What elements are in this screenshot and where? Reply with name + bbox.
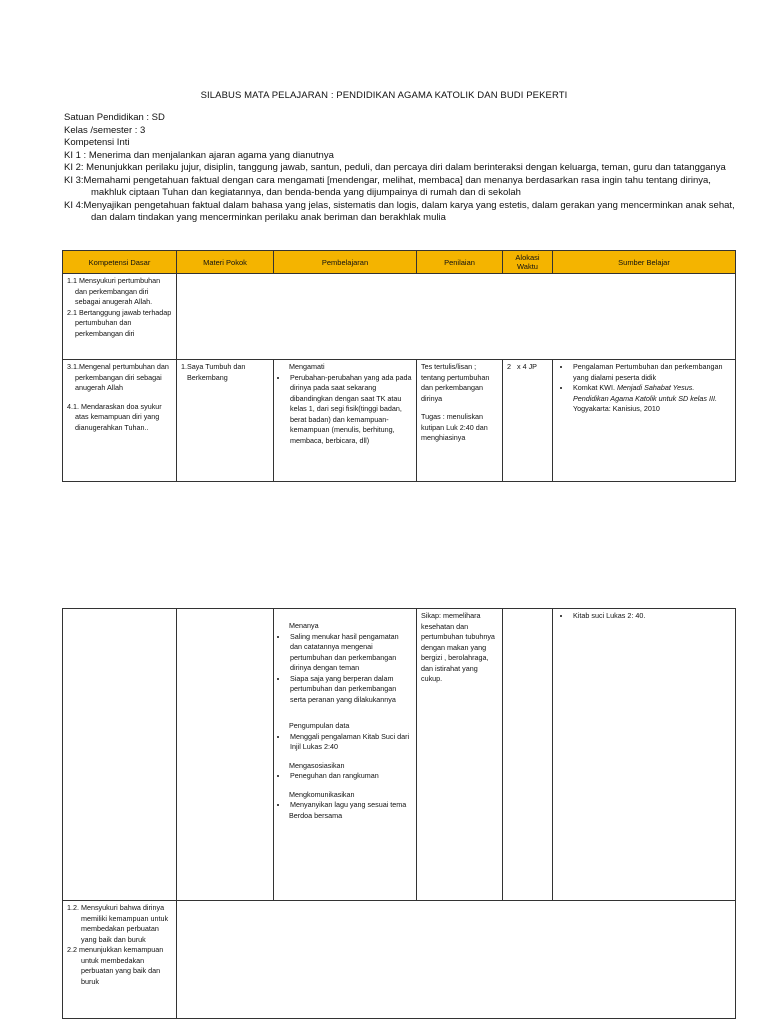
table-row [63, 360, 736, 482]
mengkomunikasikan-list [278, 800, 412, 811]
ki-4-continued: dan dalam tindakan yang mencerminkan perilaku anak beriman dan berakhlak mulia [91, 212, 446, 223]
ki-3-continued: makhluk ciptaan Tuhan dan kegiatannya, dan benda-benda yang dijumpainya di rumah dan di sekolah [91, 187, 521, 198]
list-item: • Saling menukar hasil pengamatan dan catatannya mengenai pertumbuhan dan perkembangan dirinya dengan teman [288, 632, 412, 674]
penilaian-tugas: Tugas : menuliskan kutipan Luk 2:40 dan menghiasinya [421, 412, 488, 442]
menanya-list [278, 632, 412, 706]
kd-cell [63, 609, 177, 901]
berdoa-text: Berdoa bersama [289, 810, 343, 820]
alokasi-cell [503, 609, 553, 901]
ki-3: KI 3:Memahami pengetahuan faktual dengan cara mengamati [mendengar, melihat, membaca] dan menanya berdasarkan rasa ingin tahu tentang dirinya, [64, 174, 711, 186]
list-item: • Siapa saja yang berperan dalam pertumbuhan dan perkembangan serta peranan yang dilakukannya [288, 674, 412, 706]
pengumpulan-list [278, 732, 412, 753]
mengamati-heading: Mengamati [289, 362, 325, 371]
kelas-semester: Kelas /semester : 3 [64, 124, 146, 136]
kd-2-1: 2.1 Bertanggung jawab terhadap pertumbuhan dan perkembangan diri [67, 307, 172, 338]
mengamati-list [278, 373, 412, 447]
table-row [63, 901, 736, 1019]
penilaian-cell [417, 360, 503, 482]
sumber-list [557, 611, 731, 622]
list-item: • Peneguhan dan rangkuman [288, 771, 412, 782]
mengasosiasikan-list [278, 771, 412, 782]
list-item: • Menyanyikan lagu yang sesuai tema [288, 800, 412, 811]
document-header [64, 112, 744, 225]
empty-merged-cell [177, 901, 736, 1019]
sumber-author: Komkat KWI. [573, 383, 615, 392]
sumber-cell [553, 609, 736, 901]
list-item: • Pengalaman Pertumbuhan dan perkembangan yang dialami peserta didik [571, 362, 731, 383]
kd-cell [63, 901, 177, 1019]
table-row [63, 274, 736, 360]
kompetensi-inti-label: Kompetensi Inti [64, 137, 130, 148]
penilaian-cell [417, 609, 503, 901]
syllabus-table-2 [62, 608, 736, 1019]
kd-3-1: 3.1.Mengenal pertumbuhan dan perkembangan diri sebagai anugerah Allah [67, 362, 169, 392]
pengumpulan-heading: Pengumpulan data [289, 721, 350, 730]
kd-1-2: 1.2. Mensyukuri bahwa dirinya memiliki kemampuan untuk membedakan perbuatan yang baik dan buruk [67, 903, 169, 944]
list-item: • Menggali pengalaman Kitab Suci dari Injil Lukas 2:40 [288, 732, 412, 753]
list-item: • Perubahan-perubahan yang ada pada dirinya pada saat sekarang dibandingkan dengan saat TK atau kelas 1, dari segi fisik(tinggi badan, berat badan) dan kemampuan-kemampuan (menulis, berhitung, membaca, berbicara, dll) [288, 373, 412, 447]
header-sumber-belajar: Sumber Belajar [553, 251, 736, 274]
header-penilaian: Penilaian [417, 251, 503, 274]
materi-cell [177, 360, 274, 482]
syllabus-table-1 [62, 250, 736, 482]
list-item [571, 383, 731, 415]
alokasi-cell [503, 360, 553, 482]
menanya-heading: Menanya [289, 621, 319, 630]
penilaian-tes: Tes tertulis/lisan ; tentang pertumbuhan dan perkembangan dirinya [421, 362, 490, 403]
empty-merged-cell [177, 274, 736, 360]
mengkomunikasikan-heading: Mengkomunikasikan [289, 789, 355, 799]
alokasi-waktu-value: 2 x 4 JP [507, 362, 537, 371]
pembelajaran-cell [274, 360, 417, 482]
mengasosiasikan-heading: Mengasosiasikan [289, 760, 345, 770]
kd-cell [63, 360, 177, 482]
header-alokasi-waktu: Alokasi Waktu [503, 251, 553, 274]
kd-1-1: 1.1 Mensyukuri pertumbuhan dan perkembangan diri sebagai anugerah Allah. [67, 276, 161, 306]
ki-4: KI 4:Menyajikan pengetahuan faktual dalam bahasa yang jelas, sistematis dan logis, dalam karya yang estetis, dalam gerakan yang mencerminkan anak sehat, [64, 199, 735, 211]
ki-2: KI 2: Menunjukkan perilaku jujur, disiplin, tanggung jawab, santun, peduli, dan percaya diri dalam berinteraksi dengan keluarga, teman, guru dan tatangganya [64, 162, 726, 173]
pembelajaran-cell [274, 609, 417, 901]
sumber-book-title: Menjadi Sahabat Yesus. Pendidikan Agama Katolik untuk SD kelas III. [573, 383, 717, 403]
header-kompetensi-dasar: Kompetensi Dasar [63, 251, 177, 274]
list-item: • Kitab suci Lukas 2: 40. [571, 611, 731, 622]
sumber-publisher: Yogyakarta: Kanisius, 2010 [573, 404, 660, 413]
ki-1: KI 1 : Menerima dan menjalankan ajaran agama yang dianutnya [64, 149, 334, 161]
sumber-list [557, 362, 731, 415]
sumber-cell [553, 360, 736, 482]
page-title: SILABUS MATA PELAJARAN : PENDIDIKAN AGAMA KATOLIK DAN BUDI PEKERTI [200, 90, 568, 101]
kd-2-2: 2.2 menunjukkan kemampuan untuk membedakan perbuatan yang baik dan buruk [67, 945, 164, 986]
header-materi-pokok: Materi Pokok [177, 251, 274, 274]
header-pembelajaran: Pembelajaran [274, 251, 417, 274]
kd-cell [63, 274, 177, 360]
table-header-row [63, 251, 736, 274]
penilaian-sikap: Sikap: memelihara kesehatan dan pertumbuhan tubuhnya dengan makan yang bergizi , berolahraga, dan istirahat yang cukup. [421, 611, 495, 683]
materi-pokok-text: 1.Saya Tumbuh dan Berkembang [181, 362, 246, 382]
kd-4-1: 4.1. Mendaraskan doa syukur atas kemampuan diri yang dianugerahkan Tuhan.. [67, 401, 162, 432]
materi-cell [177, 609, 274, 901]
satuan-pendidikan: Satuan Pendidikan : SD [64, 112, 165, 123]
table-row [63, 609, 736, 901]
